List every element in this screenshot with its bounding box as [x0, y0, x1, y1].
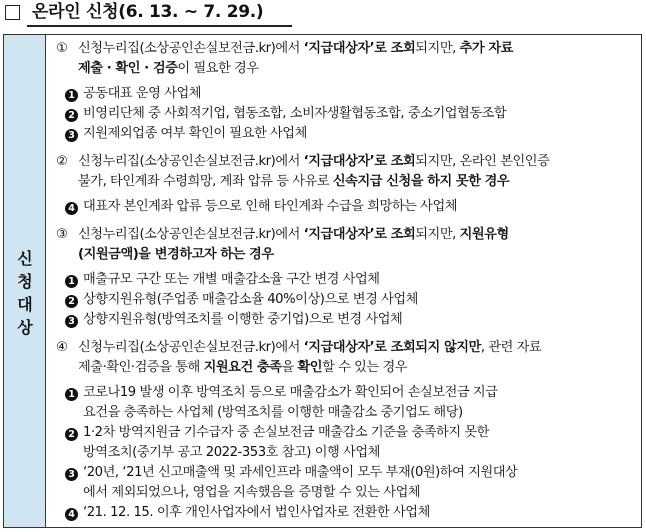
title-underline — [27, 25, 292, 27]
section-heading-line2: 제출·확인·검증을 통해 지원요건 충족을 확인할 수 있는 경우 — [78, 360, 408, 375]
item-list — [56, 197, 638, 217]
number-bullet-icon: 1 — [65, 388, 78, 401]
section-heading-line1: ④ 신청누리집(소상공인손실보전금.kr)에서 ‘지급대상자’로 조회되지 않지만, 관련 자료 — [56, 338, 638, 358]
list-item: 3 상향지원유형(방역조치를 이행한 중기업)으로 변경 사업체 — [56, 310, 638, 330]
item-list — [56, 383, 638, 523]
list-item: 3 ‘20년, ‘21년 신고매출액 및 과세인프라 매출액이 모두 부재(0원)하여 지원대상 — [56, 463, 638, 483]
number-bullet-icon: 2 — [65, 109, 78, 122]
list-item: 1 코로나19 발생 이후 방역조치 등으로 매출감소가 확인되어 손실보전금 지급 — [56, 383, 638, 403]
section-3 — [56, 225, 638, 330]
section-2 — [56, 152, 638, 217]
section-heading-line1: ③ 신청누리집(소상공인손실보전금.kr)에서 ‘지급대상자’로 조회되지만, 지원유형 — [56, 225, 638, 245]
section-number: ④ — [56, 340, 68, 355]
list-item-continuation: 방역조치(중기부 공고 2022-353호 참고) 이행 사업체 — [83, 445, 380, 460]
list-item: 3 지원제외업종 여부 확인이 필요한 사업체 — [56, 124, 638, 144]
list-item: 4 ‘21. 12. 15. 이후 개인사업자에서 법인사업자로 전환한 사업체 — [56, 503, 638, 523]
section-heading-line1: ① 신청누리집(소상공인손실보전금.kr)에서 ‘지급대상자’로 조회되지만, 추가 자료 — [56, 39, 638, 59]
number-bullet-icon: 3 — [65, 129, 78, 142]
list-item: 1 매출규모 구간 또는 개별 매출감소율 구간 변경 사업체 — [56, 270, 638, 290]
section-heading-line2: 제출 · 확인 · 검증이 필요한 경우 — [78, 61, 259, 76]
section-number: ② — [56, 154, 68, 169]
section-header — [2, 0, 646, 26]
section-4 — [56, 338, 638, 523]
checkbox-square-icon — [5, 5, 20, 20]
number-bullet-icon: 2 — [65, 295, 78, 308]
page-title: 온라인 신청(6. 13. ~ 7. 29.) — [32, 2, 264, 22]
section-heading-line1: ② 신청누리집(소상공인손실보전금.kr)에서 ‘지급대상자’로 조회되지만, 온라인 본인인증 — [56, 152, 638, 172]
section-number: ① — [56, 41, 68, 56]
list-item-continuation: 에서 제외되었으나, 영업을 지속했음을 증명할 수 있는 사업체 — [83, 485, 421, 500]
section-1 — [56, 39, 638, 144]
number-bullet-icon: 2 — [65, 428, 78, 441]
content-table — [3, 34, 642, 528]
item-list — [56, 270, 638, 330]
section-heading-line2: (지원금액)을 변경하고자 하는 경우 — [78, 247, 274, 262]
section-number: ③ — [56, 227, 68, 242]
number-bullet-icon: 1 — [65, 275, 78, 288]
list-item: 1 공동대표 운영 사업체 — [56, 84, 638, 104]
list-item: 4 대표자 본인계좌 압류 등으로 인해 타인계좌 수급을 희망하는 사업체 — [56, 197, 638, 217]
number-bullet-icon: 1 — [65, 89, 78, 102]
section-heading-line2: 불가, 타인계좌 수령희망, 계좌 압류 등 사유로 신속지급 신청을 하지 못한 경우 — [78, 174, 510, 189]
number-bullet-icon: 4 — [65, 202, 78, 215]
number-bullet-icon: 3 — [65, 315, 78, 328]
list-item: 2 1·2차 방역지원금 기수급자 중 손실보전금 매출감소 기준을 충족하지 못한 — [56, 423, 638, 443]
number-bullet-icon: 4 — [65, 508, 78, 521]
item-list — [56, 84, 638, 144]
list-item: 2 상향지원유형(주업종 매출감소율 40%이상)으로 변경 사업체 — [56, 290, 638, 310]
list-item-continuation: 요건을 충족하는 사업체 (방역조치를 이행한 매출감소 중기업도 해당) — [83, 405, 463, 420]
number-bullet-icon: 3 — [65, 468, 78, 481]
list-item: 2 비영리단체 중 사회적기업, 협동조합, 소비자생활협동조합, 중소기업협동조합 — [56, 104, 638, 124]
sidebar-label-cell — [4, 35, 46, 527]
sidebar-label: 신 청 대 상 — [17, 249, 33, 337]
